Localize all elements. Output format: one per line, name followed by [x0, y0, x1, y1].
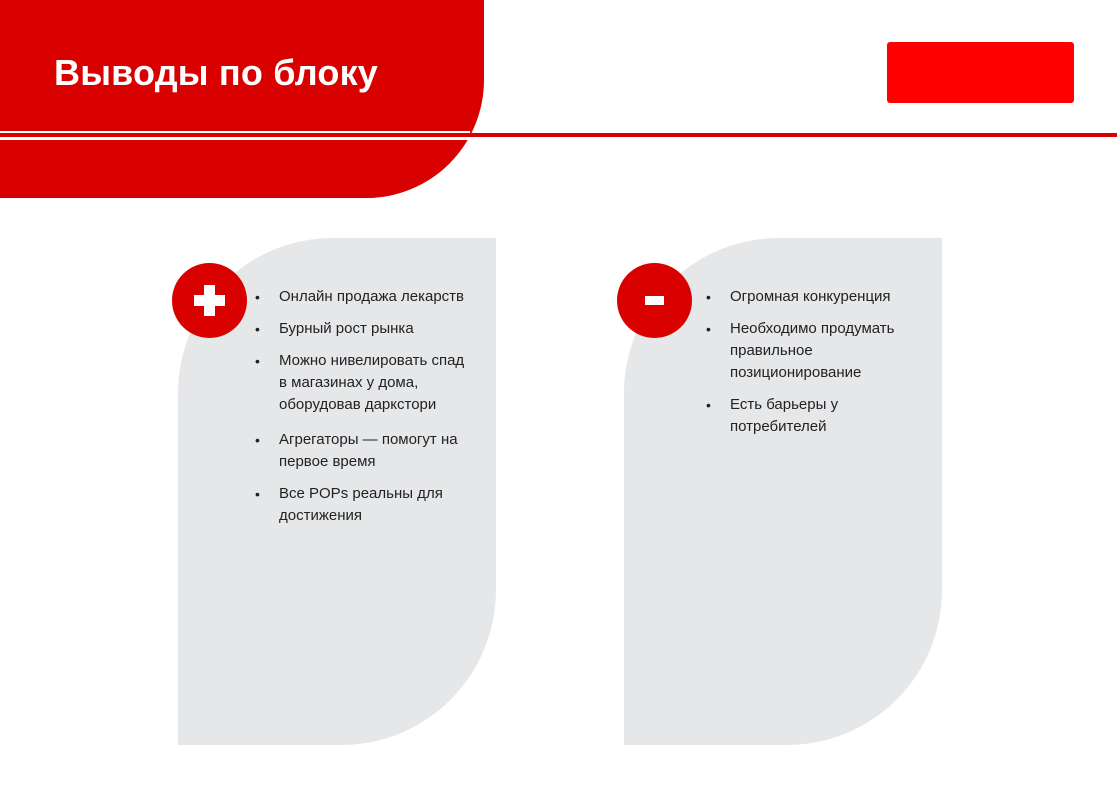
pros-item-text: Бурный рост рынка — [279, 320, 414, 337]
cons-item-text: Необходимо продумать правильное позиционирование — [730, 320, 895, 381]
plus-badge — [172, 263, 247, 338]
pros-item-text: Агрегаторы — помогут на первое время — [279, 431, 458, 470]
cons-item-text: Есть барьеры у потребителей — [730, 396, 839, 435]
minus-badge — [617, 263, 692, 338]
bullet-icon: • — [706, 289, 711, 305]
bullet-icon: • — [706, 397, 711, 413]
list-item — [255, 483, 470, 527]
header-banner-lower — [0, 140, 484, 198]
pros-item-text: Все POPs реальны для достижения — [279, 485, 443, 524]
cons-list — [706, 286, 926, 448]
bullet-icon: • — [255, 289, 260, 305]
list-item — [255, 429, 470, 473]
pros-item-text: Можно нивелировать спад в магазинах у дома, оборудовав даркстори — [279, 352, 465, 413]
pros-item-text: Онлайн продажа лекарств — [279, 288, 465, 305]
page-title: Выводы по блоку — [54, 52, 379, 93]
logo-placeholder — [887, 42, 1074, 103]
header-divider-line — [0, 133, 1117, 137]
bullet-icon: • — [255, 432, 260, 448]
list-item — [255, 286, 470, 308]
bullet-icon: • — [255, 321, 260, 337]
bullet-icon: • — [255, 353, 260, 369]
minus-icon — [645, 296, 664, 305]
cons-item-text: Огромная конкуренция — [730, 288, 891, 305]
pros-list — [255, 286, 470, 537]
list-item — [255, 318, 470, 340]
bullet-icon: • — [255, 486, 260, 502]
bullet-icon: • — [706, 321, 711, 337]
list-item — [255, 350, 470, 416]
list-item — [706, 286, 926, 308]
header-line-gap-top — [0, 131, 470, 133]
plus-icon-vertical — [204, 285, 215, 316]
list-item — [706, 394, 926, 438]
list-item — [706, 318, 926, 384]
